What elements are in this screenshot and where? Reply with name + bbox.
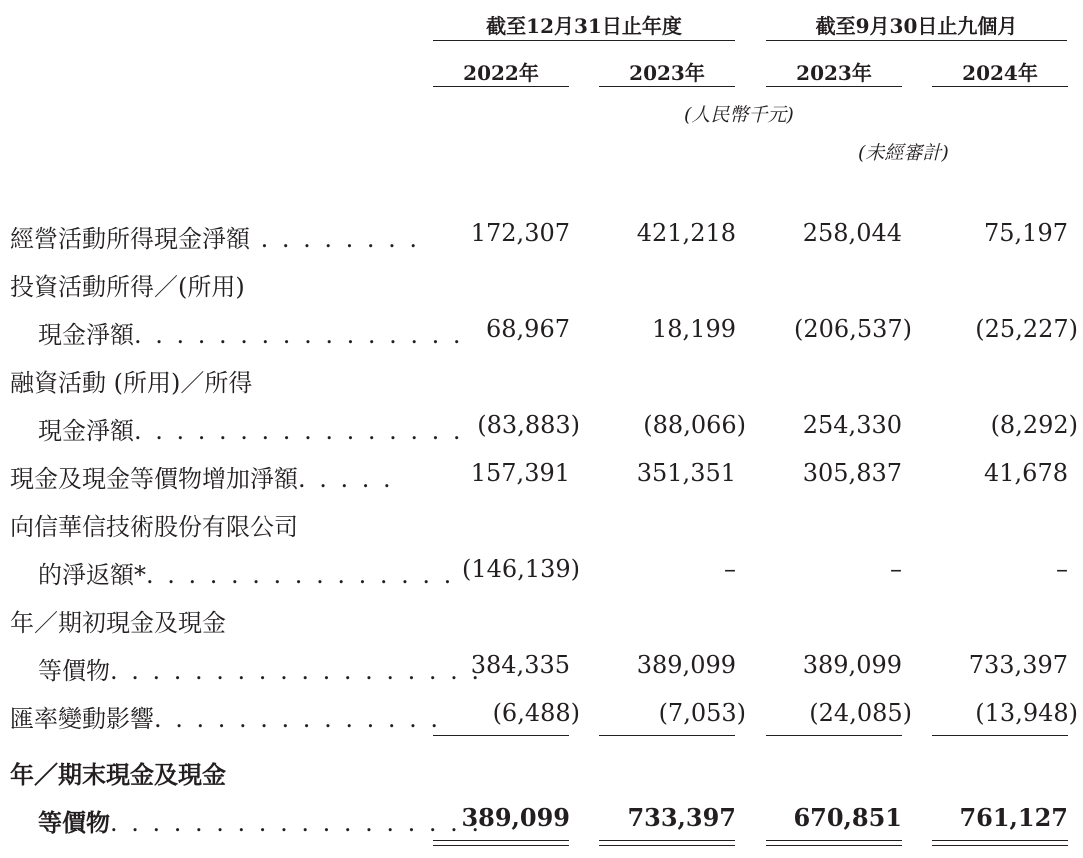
row-label-investing: 投資活動所得／(所用) [10,273,245,301]
unaudited-note: (未經審計) [858,142,949,164]
cell-value: (88,066) [643,411,746,439]
total-double-rule [932,840,1068,846]
row-label-investing-net: 現金淨額. . . . . . . . . . . . . . . . [38,321,464,349]
year-rule-2023-interim [766,86,902,87]
row-label-financing-net: 現金淨額. . . . . . . . . . . . . . . . [38,417,464,445]
cell-value: 761,127 [959,803,1068,832]
year-header-2023-interim: 2023年 [796,61,872,85]
cell-value: (6,488) [492,699,580,727]
cell-value: – [890,555,902,583]
row-label-net-return: 的淨返額*. . . . . . . . . . . . . . . [38,561,455,589]
year-header-2024: 2024年 [962,61,1038,85]
total-double-rule [599,840,735,846]
total-double-rule [766,840,902,846]
year-rule-2023-annual [599,86,735,87]
cell-value: – [724,555,736,583]
cell-value: 305,837 [802,459,902,487]
year-header-2023-annual: 2023年 [629,61,705,85]
cell-value: (146,139) [462,555,580,583]
unit-note: (人民幣千元) [684,104,794,126]
total-double-rule [433,840,569,846]
row-label-opening-cash: 年／期初現金及現金 [10,609,226,637]
cell-value: 18,199 [652,315,736,343]
subtotal-rule [766,735,902,736]
cell-value: 384,335 [470,651,570,679]
cell-value: 351,351 [636,459,736,487]
cell-value: 733,397 [627,803,736,832]
cell-value: (83,883) [477,411,580,439]
row-label-fx-effect: 匯率變動影響. . . . . . . . . . . . . . [10,705,441,733]
cell-value: 41,678 [984,459,1068,487]
row-label-operating-cash: 經營活動所得現金淨額 . . . . . . . . [10,225,421,253]
cell-value: 75,197 [984,219,1068,247]
subtotal-rule [599,735,735,736]
header-group-interim-rule [766,40,1067,41]
subtotal-rule [932,735,1068,736]
header-group-interim: 截至9月30日止九個月 [815,14,1018,38]
row-label-net-increase: 現金及現金等價物增加淨額. . . . . [10,465,394,493]
cell-value: – [1056,555,1068,583]
subtotal-rule [433,735,569,736]
cell-value: 389,099 [802,651,902,679]
row-label-return-to-parent: 向信華信技術股份有限公司 [10,513,298,541]
cell-value: 172,307 [470,219,570,247]
cell-value: (25,227) [975,315,1078,343]
cell-value: 68,967 [486,315,570,343]
header-group-annual: 截至12月31日止年度 [486,14,682,38]
cell-value: 157,391 [470,459,570,487]
cell-value: 258,044 [802,219,902,247]
cell-value: (7,053) [658,699,746,727]
cell-value: 389,099 [636,651,736,679]
year-header-2022: 2022年 [463,61,539,85]
year-rule-2024 [932,86,1068,87]
header-group-annual-rule [433,40,735,41]
cell-value: 733,397 [968,651,1068,679]
cell-value: 389,099 [461,803,570,832]
cell-value: 670,851 [793,803,902,832]
cell-value: (13,948) [975,699,1078,727]
row-label-closing-equivalents: 等價物. . . . . . . . . . . . . . . . . . [38,808,483,837]
cell-value: (8,292) [990,411,1078,439]
cell-value: 254,330 [802,411,902,439]
cell-value: (24,085) [809,699,912,727]
year-rule-2022 [433,86,569,87]
cell-value: (206,537) [794,315,912,343]
cell-value: 421,218 [636,219,736,247]
row-label-financing: 融資活動 (所用)／所得 [10,369,253,397]
row-label-opening-equivalents: 等價物. . . . . . . . . . . . . . . . . . [38,657,483,685]
row-label-closing-cash: 年／期末現金及現金 [10,760,226,789]
